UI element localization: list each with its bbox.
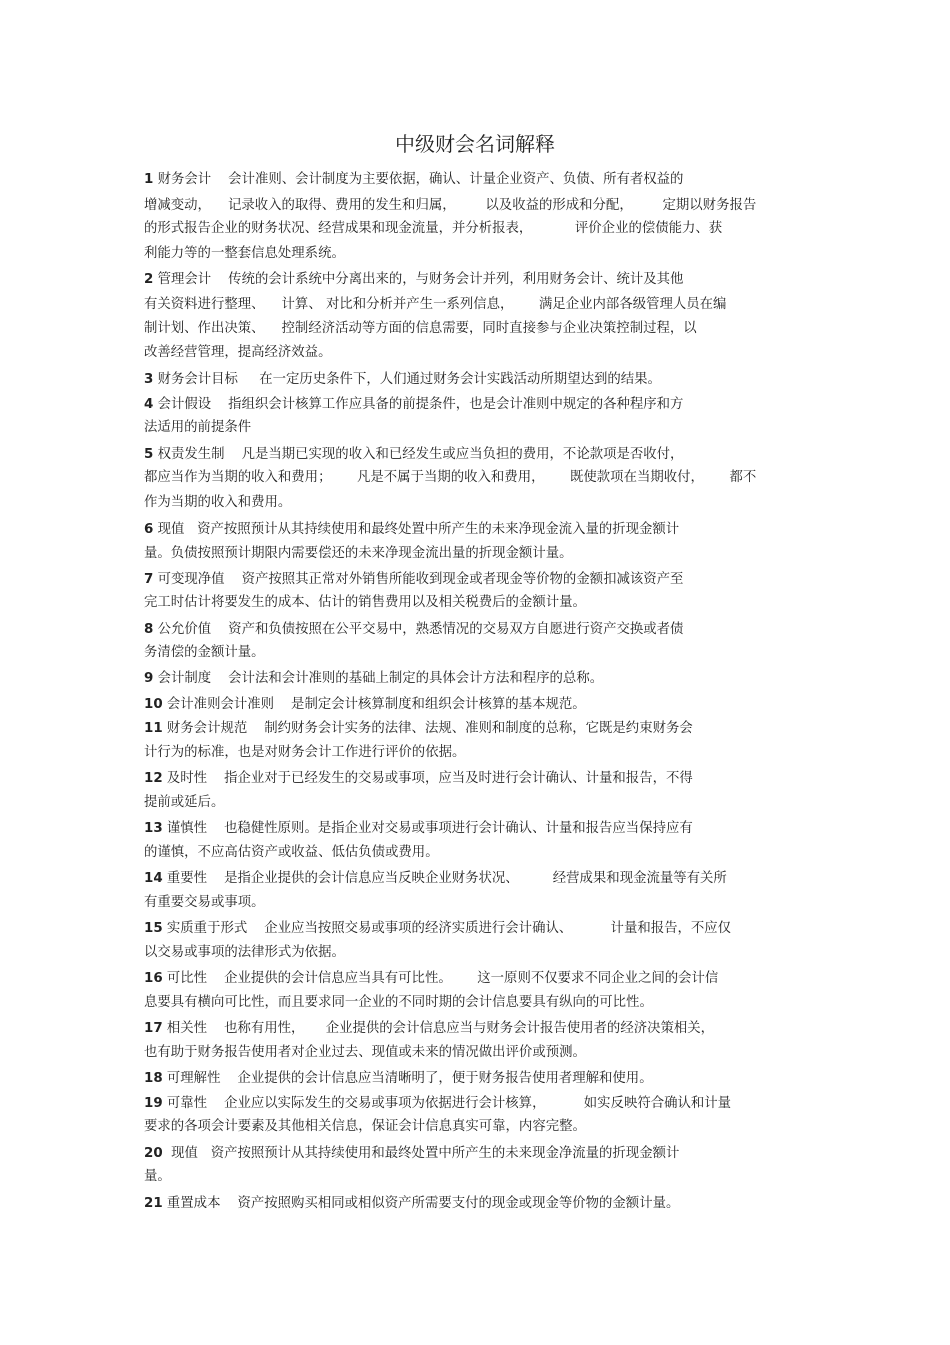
term-continuation-line — [144, 1044, 586, 1062]
term-text: 财务会计目标 在一定历史条件下，人们通过财务会计实践活动所期望达到的结果。 — [153, 372, 661, 387]
term-entry-line — [144, 1020, 714, 1038]
term-text: 财务会计 会计准则、会计制度为主要依据，确认、计量企业资产、负债、所有者权益的 — [153, 172, 684, 187]
term-text: 计行为的标准，也是对财务会计工作进行评价的依据。 — [144, 745, 466, 760]
term-entry-line — [144, 371, 661, 389]
term-continuation-line — [144, 419, 251, 437]
term-continuation-line — [144, 220, 722, 238]
term-number: 18 — [144, 1071, 163, 1086]
term-text: 的谨慎，不应高估资产或收益、低估负债或费用。 — [144, 845, 439, 860]
term-continuation-line — [144, 245, 345, 263]
term-entry-line — [144, 920, 731, 938]
term-number: 17 — [144, 1021, 163, 1036]
term-number: 10 — [144, 697, 163, 712]
term-continuation-line — [144, 1118, 586, 1136]
term-text: 可理解性 企业提供的会计信息应当清晰明了，便于财务报告使用者理解和使用。 — [162, 1071, 653, 1086]
term-number: 15 — [144, 921, 163, 936]
term-text: 重要性 是指企业提供的会计信息应当反映企业财务状况、 经营成果和现金流量等有关所 — [162, 871, 727, 886]
term-number: 21 — [144, 1196, 163, 1211]
term-text: 现值 资产按照预计从其持续使用和最终处置中所产生的未来现金净流量的折现金额计 — [162, 1146, 680, 1161]
term-continuation-line — [144, 744, 465, 762]
term-entry-line — [144, 720, 693, 738]
term-text: 要求的各项会计要素及其他相关信息，保证会计信息真实可靠，内容完整。 — [144, 1119, 586, 1134]
term-entry-line — [144, 396, 683, 414]
term-text: 会计制度 会计法和会计准则的基础上制定的具体会计方法和程序的总称。 — [153, 671, 604, 686]
term-text: 可变现净值 资产按照其正常对外销售所能收到现金或者现金等价物的金额扣减该资产至 — [153, 572, 684, 587]
term-entry-line — [144, 870, 727, 888]
term-number: 8 — [144, 622, 154, 637]
term-continuation-line — [144, 794, 224, 812]
term-entry-line — [144, 670, 603, 688]
term-entry-line — [144, 696, 586, 714]
term-number: 5 — [144, 447, 154, 462]
term-entry-line — [144, 770, 693, 788]
term-number: 1 — [144, 172, 154, 187]
term-continuation-line — [144, 644, 265, 662]
term-number: 16 — [144, 971, 163, 986]
term-continuation-line — [144, 344, 331, 362]
term-entry-line — [144, 820, 693, 838]
document-title: 中级财会名词解释 — [395, 132, 555, 156]
term-text: 以交易或事项的法律形式为依据。 — [144, 945, 345, 960]
term-number: 13 — [144, 821, 163, 836]
term-text: 相关性 也称有用性， 企业提供的会计信息应当与财务会计报告使用者的经济决策相关， — [162, 1021, 715, 1036]
term-entry-line — [144, 521, 679, 539]
term-text: 量。负债按照预计期限内需要偿还的未来净现金流出量的折现金额计量。 — [144, 546, 573, 561]
term-continuation-line — [144, 594, 586, 612]
term-text: 财务会计规范 制约财务会计实务的法律、法规、准则和制度的总称，它既是约束财务会 — [162, 721, 693, 736]
term-continuation-line — [144, 994, 653, 1012]
term-text: 息要具有横向可比性，而且要求同一企业的不同时期的会计信息要具有纵向的可比性。 — [144, 995, 653, 1010]
term-text: 有重要交易或事项。 — [144, 895, 265, 910]
term-text: 量。 — [144, 1169, 171, 1184]
term-text: 管理会计 传统的会计系统中分离出来的，与财务会计并列，利用财务会计、统计及其他 — [153, 272, 684, 287]
term-continuation-line — [144, 296, 726, 314]
term-text: 务清偿的金额计量。 — [144, 645, 265, 660]
term-continuation-line — [144, 844, 439, 862]
term-text: 提前或延后。 — [144, 795, 225, 810]
term-continuation-line — [144, 197, 756, 215]
term-text: 会计假设 指组织会计核算工作应具备的前提条件，也是会计准则中规定的各种程序和方 — [153, 397, 684, 412]
term-text: 利能力等的一整套信息处理系统。 — [144, 246, 345, 261]
term-number: 6 — [144, 522, 154, 537]
term-text: 实质重于形式 企业应当按照交易或事项的经济实质进行会计确认、 计量和报告，不应仅 — [162, 921, 732, 936]
term-number: 9 — [144, 671, 154, 686]
term-entry-line — [144, 171, 683, 189]
term-entry-line — [144, 571, 683, 589]
term-entry-line — [144, 1070, 653, 1088]
term-text: 作为当期的收入和费用。 — [144, 495, 292, 510]
term-text: 改善经营管理，提高经济效益。 — [144, 345, 332, 360]
term-text: 有关资料进行整理、 计算、 对比和分析并产生一系列信息， 满足企业内部各级管理人员在编 — [144, 297, 727, 312]
term-entry-line — [144, 446, 683, 464]
term-text: 增减变动， 记录收入的取得、费用的发生和归属， 以及收益的形成和分配， 定期以财务报告 — [144, 198, 757, 213]
term-text: 法适用的前提条件 — [144, 420, 252, 435]
term-text: 完工时估计将要发生的成本、估计的销售费用以及相关税费后的金额计量。 — [144, 595, 586, 610]
term-continuation-line — [144, 944, 345, 962]
term-number: 3 — [144, 372, 154, 387]
term-number: 11 — [144, 721, 163, 736]
term-text: 都应当作为当期的收入和费用； 凡是不属于当期的收入和费用， 既使款项在当期收付， 都不 — [144, 470, 757, 485]
term-text: 会计准则会计准则 是制定会计核算制度和组织会计核算的基本规范。 — [162, 697, 586, 712]
term-entry-line — [144, 1095, 731, 1113]
term-number: 12 — [144, 771, 163, 786]
term-text: 现值 资产按照预计从其持续使用和最终处置中所产生的未来净现金流入量的折现金额计 — [153, 522, 680, 537]
term-entry-line — [144, 1195, 679, 1213]
term-text: 权责发生制 凡是当期已实现的收入和已经发生或应当负担的费用，不论款项是否收付， — [153, 447, 684, 462]
term-continuation-line — [144, 1168, 171, 1186]
term-text: 制计划、作出决策、 控制经济活动等方面的信息需要，同时直接参与企业决策控制过程，以 — [144, 321, 697, 336]
term-number: 14 — [144, 871, 163, 886]
term-text: 也有助于财务报告使用者对企业过去、现值或未来的情况做出评价或预测。 — [144, 1045, 586, 1060]
term-text: 及时性 指企业对于已经发生的交易或事项，应当及时进行会计确认、计量和报告，不得 — [162, 771, 693, 786]
term-continuation-line — [144, 545, 573, 563]
term-continuation-line — [144, 894, 265, 912]
term-continuation-line — [144, 469, 756, 487]
term-continuation-line — [144, 320, 697, 338]
term-number: 20 — [144, 1146, 163, 1161]
term-entry-line — [144, 621, 683, 639]
term-text: 谨慎性 也稳健性原则。是指企业对交易或事项进行会计确认、计量和报告应当保持应有 — [162, 821, 693, 836]
term-text: 重置成本 资产按照购买相同或相似资产所需要支付的现金或现金等价物的金额计量。 — [162, 1196, 680, 1211]
term-text: 公允价值 资产和负债按照在公平交易中，熟悉情况的交易双方自愿进行资产交换或者债 — [153, 622, 684, 637]
term-entry-line — [144, 1145, 679, 1163]
term-number: 4 — [144, 397, 154, 412]
term-number: 7 — [144, 572, 154, 587]
term-text: 的形式报告企业的财务状况、经营成果和现金流量，并分析报表， 评价企业的偿债能力、获 — [144, 221, 723, 236]
term-text: 可比性 企业提供的会计信息应当具有可比性。 这一原则不仅要求不同企业之间的会计信 — [162, 971, 719, 986]
term-continuation-line — [144, 494, 291, 512]
term-entry-line — [144, 271, 683, 289]
term-number: 19 — [144, 1096, 163, 1111]
term-number: 2 — [144, 272, 154, 287]
term-entry-line — [144, 970, 718, 988]
term-text: 可靠性 企业应以实际发生的交易或事项为依据进行会计核算， 如实反映符合确认和计量 — [162, 1096, 732, 1111]
